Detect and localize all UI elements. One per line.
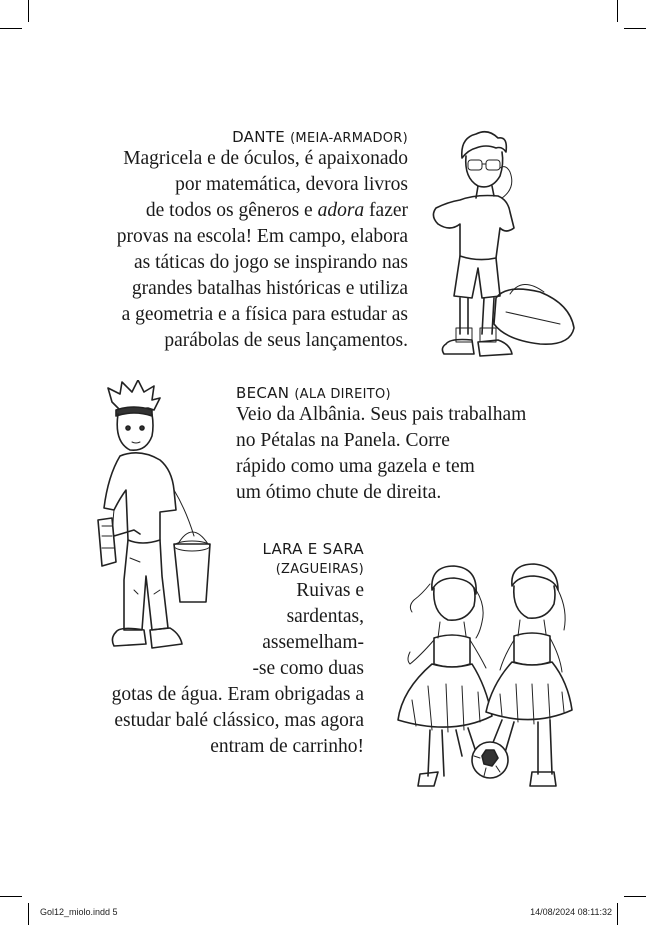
text-line: um ótimo chute de direita.: [236, 482, 442, 503]
text-line: Ruivas e: [296, 580, 364, 601]
becan-role: (ALA DIREITO): [294, 387, 391, 402]
crop-mark: [617, 903, 618, 925]
footer-file-info: Gol12_miolo.indd 5: [40, 907, 118, 917]
text-segment: de todos os gêneros e: [145, 200, 313, 221]
crop-mark: [28, 0, 29, 22]
becan-section: [236, 384, 546, 506]
text-line: por matemática, devora livros: [175, 174, 408, 195]
text-line: provas na escola! Em campo, elabora: [116, 226, 408, 247]
text-line: entram de carrinho!: [210, 736, 364, 757]
lara-sara-role: (ZAGUEIRAS): [275, 562, 364, 577]
dante-section: [100, 128, 408, 354]
crop-mark: [0, 896, 22, 897]
lara-sara-name: LARA E SARA: [262, 540, 364, 558]
text-line: gotas de água. Eram obrigadas a: [111, 684, 364, 705]
text-line: estudar balé clássico, mas agora: [114, 710, 364, 731]
dante-role: (MEIA-ARMADOR): [290, 131, 408, 146]
text-line: rápido como uma gazela e tem: [236, 456, 475, 477]
dante-description: [100, 146, 408, 354]
text-line: as táticas do jogo se inspirando nas: [133, 252, 408, 273]
dante-heading: [100, 128, 408, 146]
lara-sara-illustration: [382, 560, 594, 792]
dante-name: DANTE: [232, 128, 285, 146]
text-line: no Pétalas na Panela. Corre: [236, 430, 450, 451]
text-line: parábolas de seus lançamentos.: [164, 330, 408, 351]
becan-illustration: [90, 380, 230, 662]
text-line: sardentas,: [286, 606, 364, 627]
text-line: -se como duas: [252, 658, 364, 679]
text-line: a geometria e a física para estudar as: [121, 304, 408, 325]
becan-name: BECAN: [236, 384, 290, 402]
crop-mark: [617, 0, 618, 22]
crop-mark: [624, 28, 646, 29]
dante-illustration: [410, 128, 580, 376]
footer-timestamp: 14/08/2024 08:11:32: [530, 907, 612, 917]
emphasis-word: adora: [317, 200, 365, 221]
text-line: Magricela e de óculos, é apaixonado: [123, 148, 408, 169]
becan-heading: [236, 384, 546, 402]
crop-mark: [624, 896, 646, 897]
text-line: grandes batalhas históricas e utiliza: [131, 278, 408, 299]
text-line: assemelham-: [262, 632, 364, 653]
text-line: Veio da Albânia. Seus pais trabalham: [236, 404, 527, 425]
becan-description: [236, 402, 546, 506]
crop-mark: [0, 28, 22, 29]
text-segment: fazer: [369, 200, 408, 221]
crop-mark: [28, 903, 29, 925]
text-line: [100, 198, 408, 224]
